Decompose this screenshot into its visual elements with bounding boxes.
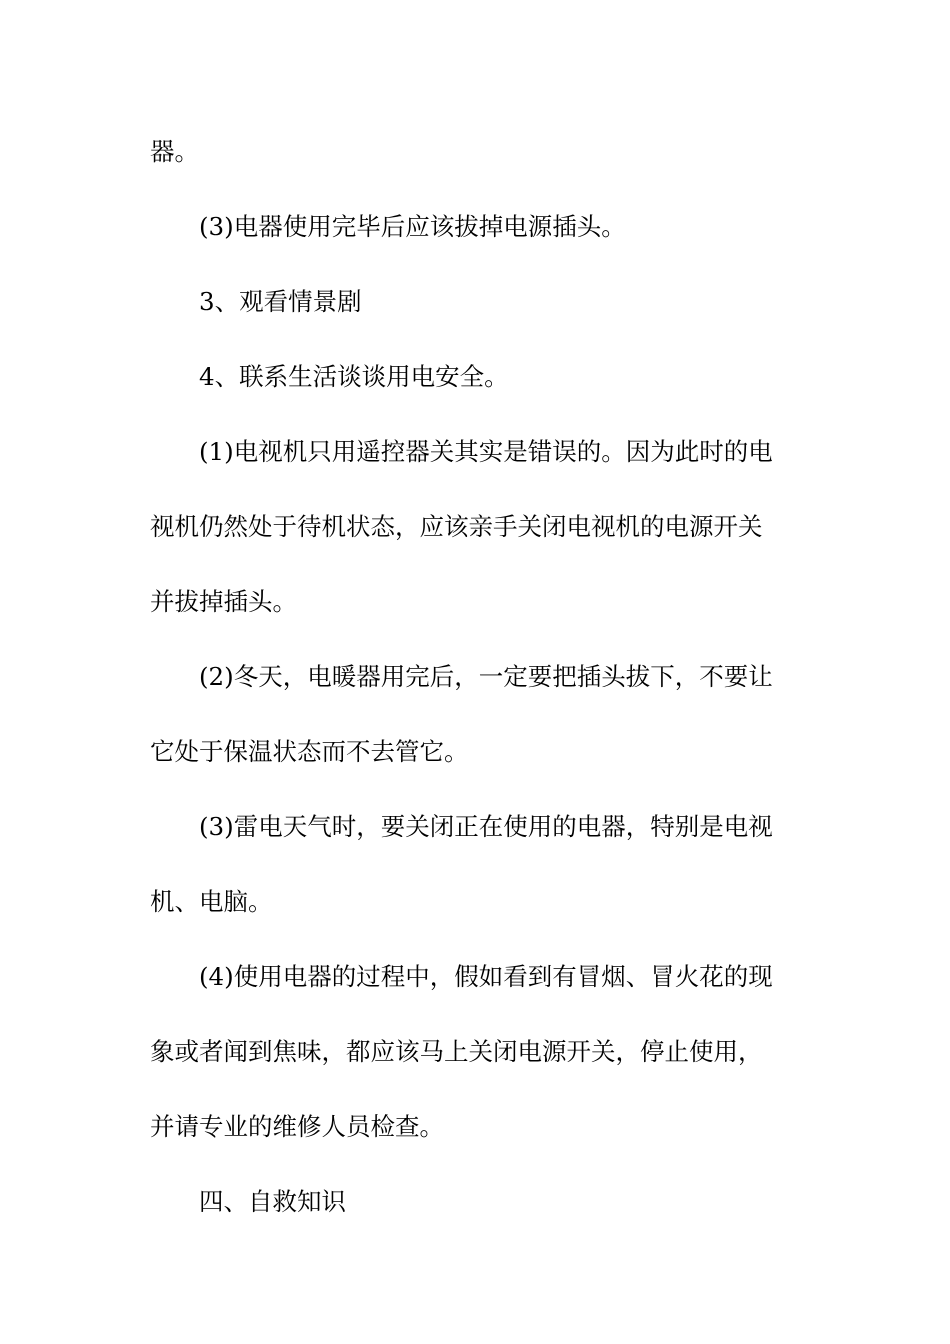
paragraph-line: 视机仍然处于待机状态，应该亲手关闭电视机的电源开关 <box>150 512 763 541</box>
paragraph-line: 并请专业的维修人员检查。 <box>150 1112 444 1141</box>
section-heading: 四、自救知识 <box>199 1187 346 1216</box>
paragraph-line: (3)雷电天气时，要关闭正在使用的电器，特别是电视 <box>199 812 773 841</box>
paragraph-line: (3)电器使用完毕后应该拔掉电源插头。 <box>199 212 626 241</box>
paragraph-line: (4)使用电器的过程中，假如看到有冒烟、冒火花的现 <box>199 962 773 991</box>
paragraph-line: 机、电脑。 <box>150 887 273 916</box>
paragraph-line: 器。 <box>150 137 199 166</box>
paragraph-line: 象或者闻到焦味，都应该马上关闭电源开关，停止使用， <box>150 1037 763 1066</box>
paragraph-line: (2)冬天，电暖器用完后，一定要把插头拔下，不要让 <box>199 662 773 691</box>
section-heading: 3、观看情景剧 <box>199 287 362 316</box>
paragraph-line: 它处于保温状态而不去管它。 <box>150 737 469 766</box>
paragraph-line: (1)电视机只用遥控器关其实是错误的。因为此时的电 <box>199 437 773 466</box>
paragraph-line: 并拔掉插头。 <box>150 587 297 616</box>
section-heading: 4、联系生活谈谈用电安全。 <box>199 362 509 391</box>
